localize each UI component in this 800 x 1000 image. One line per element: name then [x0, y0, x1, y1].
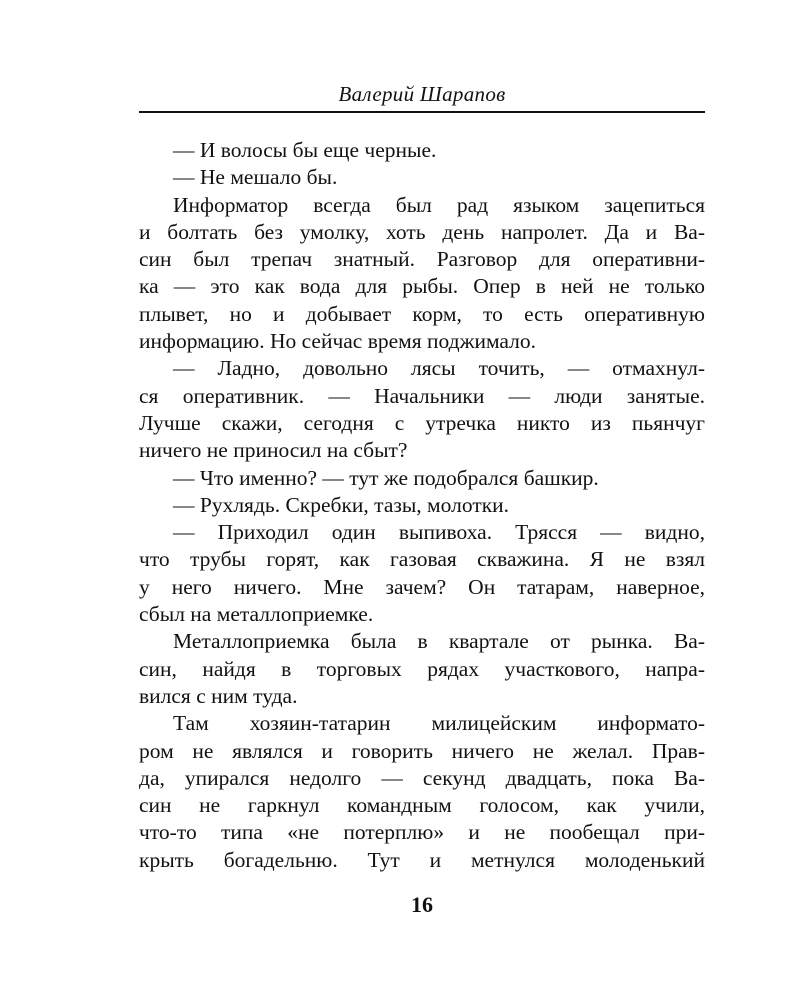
text-line: — Что именно? — тут же подобрался башкир.: [173, 465, 599, 490]
text-line: Информатор всегда был рад языком зацепиться: [173, 192, 705, 217]
body-text: [139, 137, 705, 874]
text-line: — Ладно, довольно лясы точить, — отмахнул-: [173, 356, 705, 381]
text-line: у него ничего. Мне зачем? Он татарам, наверное,: [139, 574, 705, 599]
text-line: ничего не приносил на сбыт?: [139, 438, 408, 463]
text-line: Там хозяин-татарин милицейским информато-: [173, 711, 705, 736]
text-line: — Не мешало бы.: [173, 165, 338, 190]
text-line: что трубы горят, как газовая скважина. Я не взял: [139, 547, 705, 572]
page-number: 16: [411, 892, 433, 917]
text-line: информацию. Но сейчас время поджимало.: [139, 329, 537, 354]
text-line: син был трепач знатный. Разговор для оперативни-: [139, 247, 705, 272]
text-line: — Приходил один выпивоха. Трясся — видно,: [173, 520, 705, 545]
text-line: — Рухлядь. Скребки, тазы, молотки.: [173, 492, 510, 517]
text-line: ка — это как вода для рыбы. Опер в ней не только: [139, 274, 705, 299]
text-line: син не гаркнул командным голосом, как учили,: [139, 793, 705, 818]
header-rule: [139, 111, 705, 113]
text-line: Металлоприемка была в квартале от рынка. Ва-: [173, 629, 705, 654]
text-line: сбыл на металлоприемке.: [139, 602, 374, 627]
text-line: плывет, но и добывает корм, то есть оперативную: [139, 301, 705, 326]
text-line: да, упирался недолго — секунд двадцать, пока Ва-: [139, 765, 705, 790]
text-line: ся оперативник. — Начальники — люди занятые.: [139, 383, 705, 408]
text-line: — И волосы бы еще черные.: [173, 138, 437, 162]
text-line: что-то типа «не потерплю» и не пообещал при-: [139, 820, 705, 845]
text-line: ром не являлся и говорить ничего не желал. Прав-: [139, 738, 705, 763]
text-line: Лучше скажи, сегодня с утречка никто из пьянчуг: [139, 410, 705, 435]
text-line: син, найдя в торговых рядах участкового, напра-: [139, 656, 705, 681]
running-header-author: Валерий Шарапов: [338, 82, 506, 106]
text-line: крыть богадельню. Тут и метнулся молоденький: [139, 847, 705, 872]
text-line: и болтать без умолку, хоть день напролет. Да и Ва-: [139, 219, 705, 244]
text-line: вился с ним туда.: [139, 683, 298, 708]
